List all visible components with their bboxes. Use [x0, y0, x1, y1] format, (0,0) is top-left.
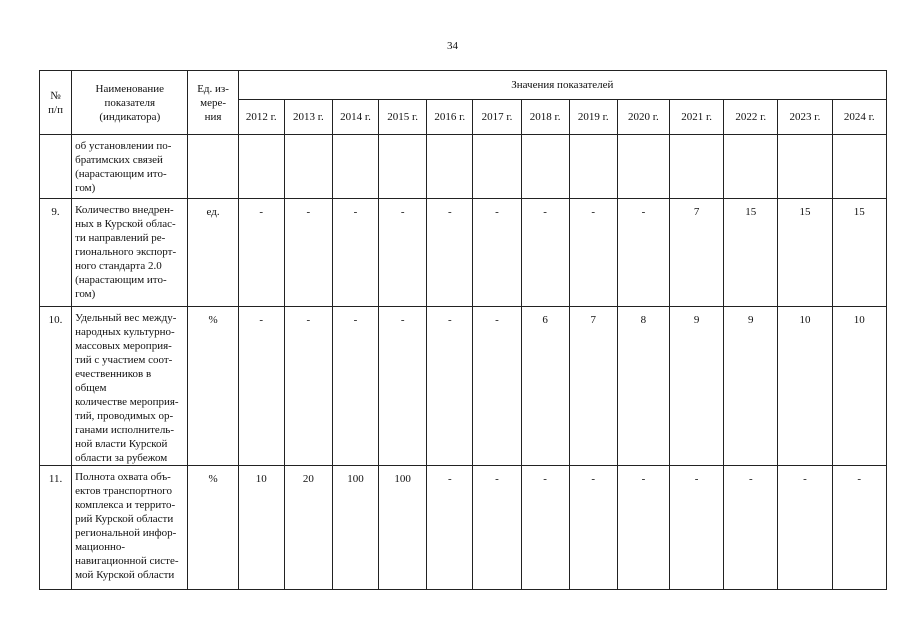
indicator-value: -: [332, 307, 378, 466]
unit-of-measure: ед.: [188, 199, 238, 307]
year-header: 2024 г.: [832, 100, 886, 135]
indicator-value: 100: [332, 466, 378, 590]
indicator-value: [569, 135, 617, 199]
indicator-value: -: [427, 466, 473, 590]
indicator-value: [832, 135, 886, 199]
indicator-value: [473, 135, 521, 199]
indicator-value: 9: [724, 307, 778, 466]
page-number: 34: [447, 40, 458, 52]
row-number: 10.: [40, 307, 72, 466]
year-header: 2017 г.: [473, 100, 521, 135]
row-number: 9.: [40, 199, 72, 307]
year-header: 2023 г.: [778, 100, 832, 135]
table-row: [40, 307, 887, 466]
row-number: [40, 135, 72, 199]
indicator-value: -: [427, 307, 473, 466]
year-header: 2012 г.: [238, 100, 284, 135]
unit-of-measure: [188, 135, 238, 199]
indicator-value: -: [238, 307, 284, 466]
indicator-value: [724, 135, 778, 199]
indicator-value: -: [569, 199, 617, 307]
indicator-value: -: [832, 466, 886, 590]
unit-of-measure: %: [188, 466, 238, 590]
indicator-name: Количество внедрен- ных в Курской облас- ти направлений ре- гионального экспорт- ного стандарта 2.0 (нарастающим ито- гом): [72, 199, 188, 307]
indicator-value: 10: [238, 466, 284, 590]
indicator-value: 10: [832, 307, 886, 466]
indicator-value: -: [238, 199, 284, 307]
header-unit-label: Ед. из- мере- ния: [197, 82, 229, 123]
year-header: 2021 г.: [670, 100, 724, 135]
indicator-value: 15: [724, 199, 778, 307]
indicator-name: об установлении по- братимских связей (нарастающим ито- гом): [72, 135, 188, 199]
indicator-value: 100: [379, 466, 427, 590]
indicator-value: [617, 135, 669, 199]
indicator-value: [284, 135, 332, 199]
indicator-name: Полнота охвата объ- ектов транспортного комплекса и террито- рий Курской области региональной инфор- мационно- навигационной систе- мой Курской области: [72, 466, 188, 590]
indicator-value: 9: [670, 307, 724, 466]
header-num: [40, 71, 72, 135]
header-values-title: Значения показателей: [238, 71, 886, 100]
header-name: [72, 71, 188, 135]
indicator-value: 20: [284, 466, 332, 590]
indicator-value: -: [617, 466, 669, 590]
header-num-label: № п/п: [48, 89, 63, 116]
year-header: 2015 г.: [379, 100, 427, 135]
indicator-value: 15: [832, 199, 886, 307]
year-header: 2013 г.: [284, 100, 332, 135]
indicator-value: 8: [617, 307, 669, 466]
indicator-value: [332, 135, 378, 199]
indicator-value: 15: [778, 199, 832, 307]
indicator-value: -: [284, 199, 332, 307]
indicator-value: -: [569, 466, 617, 590]
year-header: 2018 г.: [521, 100, 569, 135]
indicator-value: -: [379, 307, 427, 466]
row-number: 11.: [40, 466, 72, 590]
year-header: 2014 г.: [332, 100, 378, 135]
indicator-value: 6: [521, 307, 569, 466]
indicator-value: -: [284, 307, 332, 466]
indicator-value: 7: [569, 307, 617, 466]
year-header: 2020 г.: [617, 100, 669, 135]
indicator-value: -: [379, 199, 427, 307]
indicator-value: -: [473, 307, 521, 466]
year-header: 2019 г.: [569, 100, 617, 135]
indicator-value: 10: [778, 307, 832, 466]
indicators-table: [39, 70, 887, 590]
year-header: 2022 г.: [724, 100, 778, 135]
indicator-value: -: [427, 199, 473, 307]
header-row: [40, 71, 887, 100]
indicator-value: [521, 135, 569, 199]
indicator-value: [427, 135, 473, 199]
unit-of-measure: %: [188, 307, 238, 466]
indicator-value: -: [778, 466, 832, 590]
table-row: [40, 135, 887, 199]
indicator-value: [778, 135, 832, 199]
indicator-value: [670, 135, 724, 199]
year-header: 2016 г.: [427, 100, 473, 135]
indicator-value: -: [670, 466, 724, 590]
header-unit: [188, 71, 238, 135]
indicator-name: Удельный вес между- народных культурно- массовых мероприя- тий с участием соот- ечественников в общем количестве мероприя- тий, проводимых ор- ганами исполнитель- ной власти Курской области за рубежом: [72, 307, 188, 466]
header-name-label: Наименование показателя (индикатора): [95, 82, 165, 123]
indicator-value: -: [724, 466, 778, 590]
indicator-value: 7: [670, 199, 724, 307]
indicator-value: -: [617, 199, 669, 307]
indicator-value: -: [521, 199, 569, 307]
indicator-value: -: [473, 466, 521, 590]
indicator-value: [238, 135, 284, 199]
table-row: [40, 466, 887, 590]
table-body: [40, 135, 887, 590]
indicator-value: -: [473, 199, 521, 307]
indicator-value: -: [332, 199, 378, 307]
indicator-value: [379, 135, 427, 199]
indicator-value: -: [521, 466, 569, 590]
table-row: [40, 199, 887, 307]
